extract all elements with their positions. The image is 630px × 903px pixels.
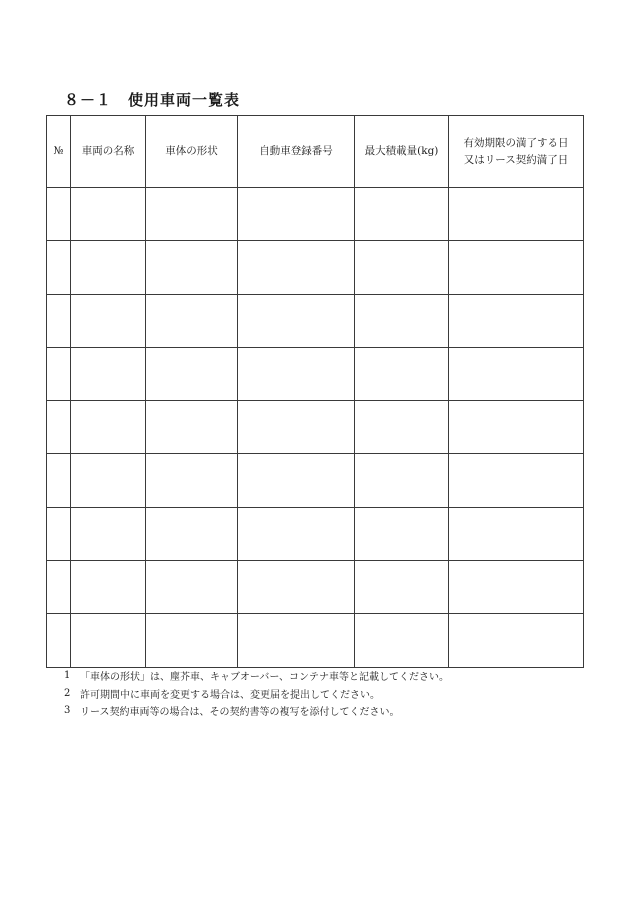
cell-body-shape [146, 347, 238, 400]
cell-max-load [355, 401, 449, 454]
cell-body-shape [146, 507, 238, 560]
cell-vehicle-name [71, 614, 146, 667]
note-text: リース契約車両等の場合は、その契約書等の複写を添付してください。 [80, 707, 400, 719]
table-row [47, 401, 584, 454]
header-expiry-date [449, 116, 584, 188]
table-row [47, 507, 584, 560]
vehicle-list-table [46, 115, 584, 668]
page-title: ８－１ 使用車両一覧表 [64, 91, 241, 109]
cell-expiry-date [449, 614, 584, 667]
cell-body-shape [146, 401, 238, 454]
cell-vehicle-name [71, 401, 146, 454]
table-row [47, 614, 584, 667]
cell-expiry-date [449, 561, 584, 614]
cell-vehicle-name [71, 241, 146, 294]
cell-no [47, 294, 71, 347]
cell-max-load [355, 294, 449, 347]
cell-expiry-date [449, 188, 584, 241]
cell-registration-number [238, 241, 355, 294]
cell-no [47, 347, 71, 400]
table-row [47, 454, 584, 507]
cell-registration-number [238, 294, 355, 347]
cell-max-load [355, 507, 449, 560]
note-item [64, 702, 584, 720]
cell-registration-number [238, 454, 355, 507]
cell-vehicle-name [71, 188, 146, 241]
cell-expiry-date [449, 454, 584, 507]
table-body [47, 188, 584, 668]
cell-max-load [355, 188, 449, 241]
cell-body-shape [146, 614, 238, 667]
notes-list [64, 667, 584, 720]
table-row [47, 241, 584, 294]
cell-max-load [355, 347, 449, 400]
note-number: 1 [64, 670, 71, 682]
cell-expiry-date [449, 294, 584, 347]
cell-vehicle-name [71, 507, 146, 560]
cell-max-load [355, 561, 449, 614]
cell-expiry-date [449, 241, 584, 294]
note-text: 「車体の形状」は、塵芥車、キャブオーバー、コンテナ車等と記載してください。 [80, 672, 449, 684]
table-row [47, 347, 584, 400]
table-header-row [47, 116, 584, 188]
header-vehicle-name: 車両の名称 [71, 116, 146, 188]
cell-no [47, 507, 71, 560]
note-item [64, 685, 584, 703]
cell-vehicle-name [71, 347, 146, 400]
cell-no [47, 401, 71, 454]
cell-vehicle-name [71, 561, 146, 614]
header-no: № [47, 116, 71, 188]
header-body-shape: 車体の形状 [146, 116, 238, 188]
cell-max-load [355, 454, 449, 507]
header-max-load: 最大積載量(kg) [355, 116, 449, 188]
note-number: 3 [64, 705, 71, 717]
cell-expiry-date [449, 401, 584, 454]
cell-no [47, 561, 71, 614]
cell-vehicle-name [71, 454, 146, 507]
cell-registration-number [238, 347, 355, 400]
table-row [47, 561, 584, 614]
cell-body-shape [146, 188, 238, 241]
cell-registration-number [238, 401, 355, 454]
table-row [47, 294, 584, 347]
header-registration-number: 自動車登録番号 [238, 116, 355, 188]
cell-no [47, 454, 71, 507]
cell-body-shape [146, 241, 238, 294]
cell-no [47, 188, 71, 241]
cell-body-shape [146, 561, 238, 614]
cell-no [47, 614, 71, 667]
header-expiry-line2: 又はリース契約満了日 [463, 153, 569, 166]
cell-body-shape [146, 454, 238, 507]
note-number: 2 [64, 687, 71, 699]
cell-max-load [355, 241, 449, 294]
cell-max-load [355, 614, 449, 667]
table-header [47, 116, 584, 188]
table-row [47, 188, 584, 241]
cell-expiry-date [449, 347, 584, 400]
cell-registration-number [238, 507, 355, 560]
note-item [64, 667, 584, 685]
cell-registration-number [238, 561, 355, 614]
cell-no [47, 241, 71, 294]
cell-body-shape [146, 294, 238, 347]
cell-registration-number [238, 614, 355, 667]
cell-vehicle-name [71, 294, 146, 347]
header-expiry-line1: 有効期限の満了する日 [463, 137, 569, 150]
note-text: 許可期間中に車両を変更する場合は、変更届を提出してください。 [80, 689, 380, 701]
cell-expiry-date [449, 507, 584, 560]
cell-registration-number [238, 188, 355, 241]
